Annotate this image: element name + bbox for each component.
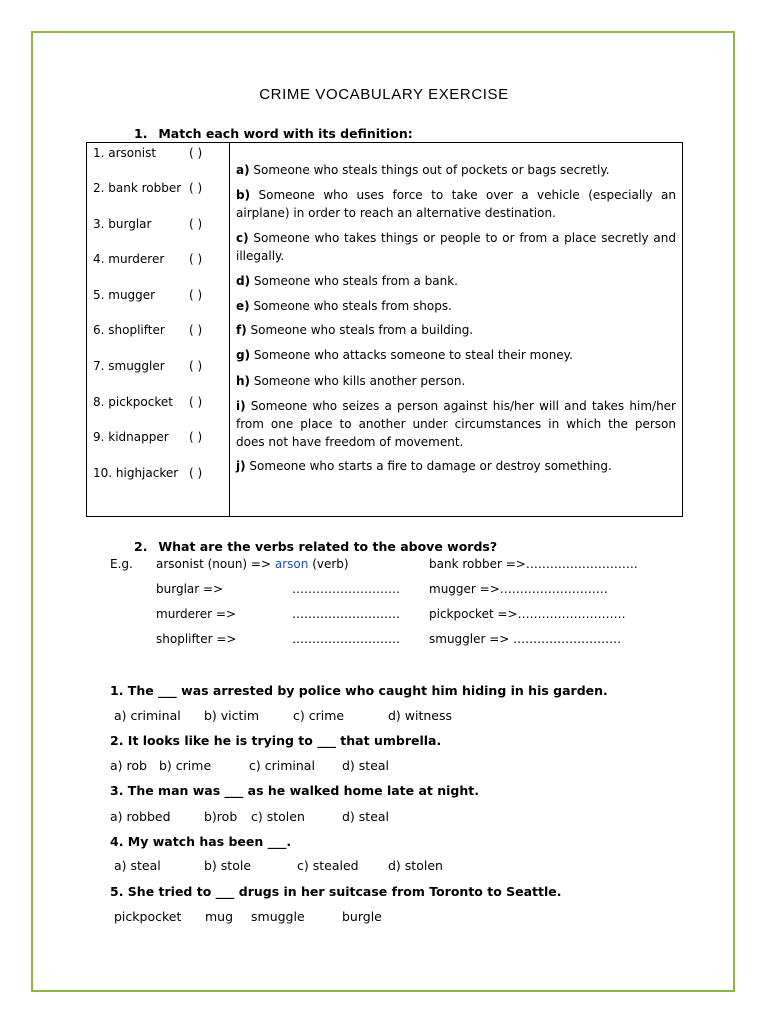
word-item — [93, 395, 203, 409]
mcq-option[interactable]: mug — [205, 909, 234, 924]
verb-row-left: murderer => — [156, 607, 236, 621]
mcq-option[interactable]: b)rob — [204, 809, 238, 824]
page-title: CRIME VOCABULARY EXERCISE — [259, 86, 509, 103]
definition-letter: b) — [236, 188, 251, 202]
answer-blank[interactable]: ( ) — [189, 359, 203, 373]
verb-row-blank[interactable]: ……………………… — [292, 632, 400, 646]
word-label: 8. pickpocket — [93, 395, 173, 409]
mcq-option[interactable]: a) rob — [110, 758, 147, 773]
definition-item — [236, 397, 676, 451]
section2-number: 2. — [134, 539, 148, 554]
answer-blank[interactable]: ( ) — [189, 323, 203, 337]
definition-text: Someone who seizes a person against his/her will and takes him/her from one place to another under circumstances in which the person does not have freedom of movement. — [236, 399, 676, 449]
answer-blank[interactable]: ( ) — [189, 146, 203, 160]
definition-letter: c) — [236, 231, 249, 245]
word-label: 6. shoplifter — [93, 323, 165, 337]
definition-letter: e) — [236, 299, 250, 313]
table-divider — [229, 143, 230, 516]
section2-heading-text: What are the verbs related to the above words? — [158, 539, 498, 554]
word-label: 3. burglar — [93, 217, 152, 231]
definition-item — [236, 457, 676, 475]
answer-blank[interactable]: ( ) — [189, 466, 203, 480]
answer-blank[interactable]: ( ) — [189, 288, 203, 302]
mcq-option[interactable]: burgle — [342, 909, 382, 924]
definition-letter: g) — [236, 348, 251, 362]
definition-text: Someone who starts a fire to damage or destroy something. — [245, 459, 612, 473]
mcq-option[interactable]: c) criminal — [249, 758, 315, 773]
word-item — [93, 466, 203, 480]
definition-letter: i) — [236, 399, 246, 413]
definition-text: Someone who takes things or people to or from a place secretly and illegally. — [236, 231, 676, 263]
section1-heading — [134, 126, 413, 141]
verb-row-right[interactable]: smuggler => ……………………… — [429, 632, 622, 646]
mcq-option[interactable]: c) stolen — [251, 809, 305, 824]
definition-item — [236, 272, 676, 290]
section1-number: 1. — [134, 126, 148, 141]
mcq-option[interactable]: d) witness — [388, 708, 453, 723]
definition-item — [236, 372, 676, 390]
example-verb: arson — [274, 557, 309, 571]
verb-row-right[interactable]: pickpocket =>……………………… — [429, 607, 626, 621]
mcq-option[interactable]: d) steal — [342, 758, 390, 773]
mcq-question: 1. The ___ was arrested by police who caught him hiding in his garden. — [110, 683, 608, 698]
definition-text: Someone who attacks someone to steal their money. — [250, 348, 573, 362]
definition-item — [236, 186, 676, 222]
word-label: 4. murderer — [93, 252, 165, 266]
answer-blank[interactable]: ( ) — [189, 252, 203, 266]
word-label: 1. arsonist — [93, 146, 157, 160]
mcq-option[interactable]: d) stolen — [388, 858, 443, 873]
word-item — [93, 359, 203, 373]
answer-blank[interactable]: ( ) — [189, 395, 203, 409]
word-item — [93, 252, 203, 266]
answer-blank[interactable]: ( ) — [189, 217, 203, 231]
mcq-option[interactable]: a) criminal — [114, 708, 181, 723]
mcq-option[interactable]: a) steal — [114, 858, 161, 873]
mcq-question: 5. She tried to ___ drugs in her suitcase from Toronto to Seattle. — [110, 884, 562, 899]
verb-row-blank[interactable]: ……………………… — [292, 607, 400, 621]
definition-text: Someone who steals things out of pockets or bags secretly. — [249, 163, 610, 177]
definition-letter: a) — [236, 163, 250, 177]
mcq-option[interactable]: d) steal — [342, 809, 390, 824]
mcq-option[interactable]: pickpocket — [114, 909, 182, 924]
word-label: 7. smuggler — [93, 359, 165, 373]
word-label: 5. mugger — [93, 288, 156, 302]
eg-label: E.g. — [110, 557, 133, 571]
definition-text: Someone who steals from a bank. — [250, 274, 458, 288]
mcq-question: 4. My watch has been ___. — [110, 834, 292, 849]
mcq-question: 3. The man was ___ as he walked home late at night. — [110, 783, 480, 798]
mcq-option[interactable]: a) robbed — [110, 809, 171, 824]
definition-text: Someone who kills another person. — [250, 374, 466, 388]
word-label: 9. kidnapper — [93, 430, 169, 444]
example-noun: arsonist (noun) => — [156, 557, 272, 571]
matching-table — [86, 142, 683, 517]
definition-item — [236, 297, 676, 315]
mcq-option[interactable]: b) stole — [204, 858, 252, 873]
answer-blank[interactable]: ( ) — [189, 181, 203, 195]
definition-letter: j) — [236, 459, 246, 473]
section1-heading-text: Match each word with its definition: — [158, 126, 413, 141]
mcq-option[interactable]: b) crime — [159, 758, 212, 773]
verb-row-left: shoplifter => — [156, 632, 237, 646]
verb-row-blank[interactable]: ……………………… — [292, 582, 400, 596]
example-suffix: (verb) — [312, 557, 349, 571]
mcq-option[interactable]: c) crime — [293, 708, 345, 723]
definition-letter: f) — [236, 323, 247, 337]
word-label: 10. highjacker — [93, 466, 179, 480]
word-item — [93, 288, 203, 302]
word-label: 2. bank robber — [93, 181, 182, 195]
mcq-option[interactable]: c) stealed — [297, 858, 359, 873]
example-row — [156, 557, 349, 571]
definition-item — [236, 321, 676, 339]
definition-item — [236, 346, 676, 364]
definition-item — [236, 229, 676, 265]
definition-item — [236, 161, 676, 179]
section2-heading — [134, 539, 497, 554]
word-item — [93, 323, 203, 337]
word-item — [93, 430, 203, 444]
mcq-option[interactable]: b) victim — [204, 708, 260, 723]
definition-text: Someone who steals from shops. — [249, 299, 452, 313]
bank-robber-blank[interactable]: bank robber =>………………………. — [429, 557, 638, 571]
word-item — [93, 146, 203, 160]
verb-row-right[interactable]: mugger =>……………………… — [429, 582, 608, 596]
answer-blank[interactable]: ( ) — [189, 430, 203, 444]
word-item — [93, 181, 203, 195]
verb-row-left: burglar => — [156, 582, 224, 596]
mcq-question: 2. It looks like he is trying to ___ that umbrella. — [110, 733, 442, 748]
definition-letter: d) — [236, 274, 251, 288]
word-item — [93, 217, 203, 231]
definition-text: Someone who uses force to take over a vehicle (especially an airplane) in order to reach an alternative destination. — [236, 188, 676, 220]
definition-letter: h) — [236, 374, 251, 388]
mcq-option[interactable]: smuggle — [251, 909, 305, 924]
definition-text: Someone who steals from a building. — [246, 323, 474, 337]
